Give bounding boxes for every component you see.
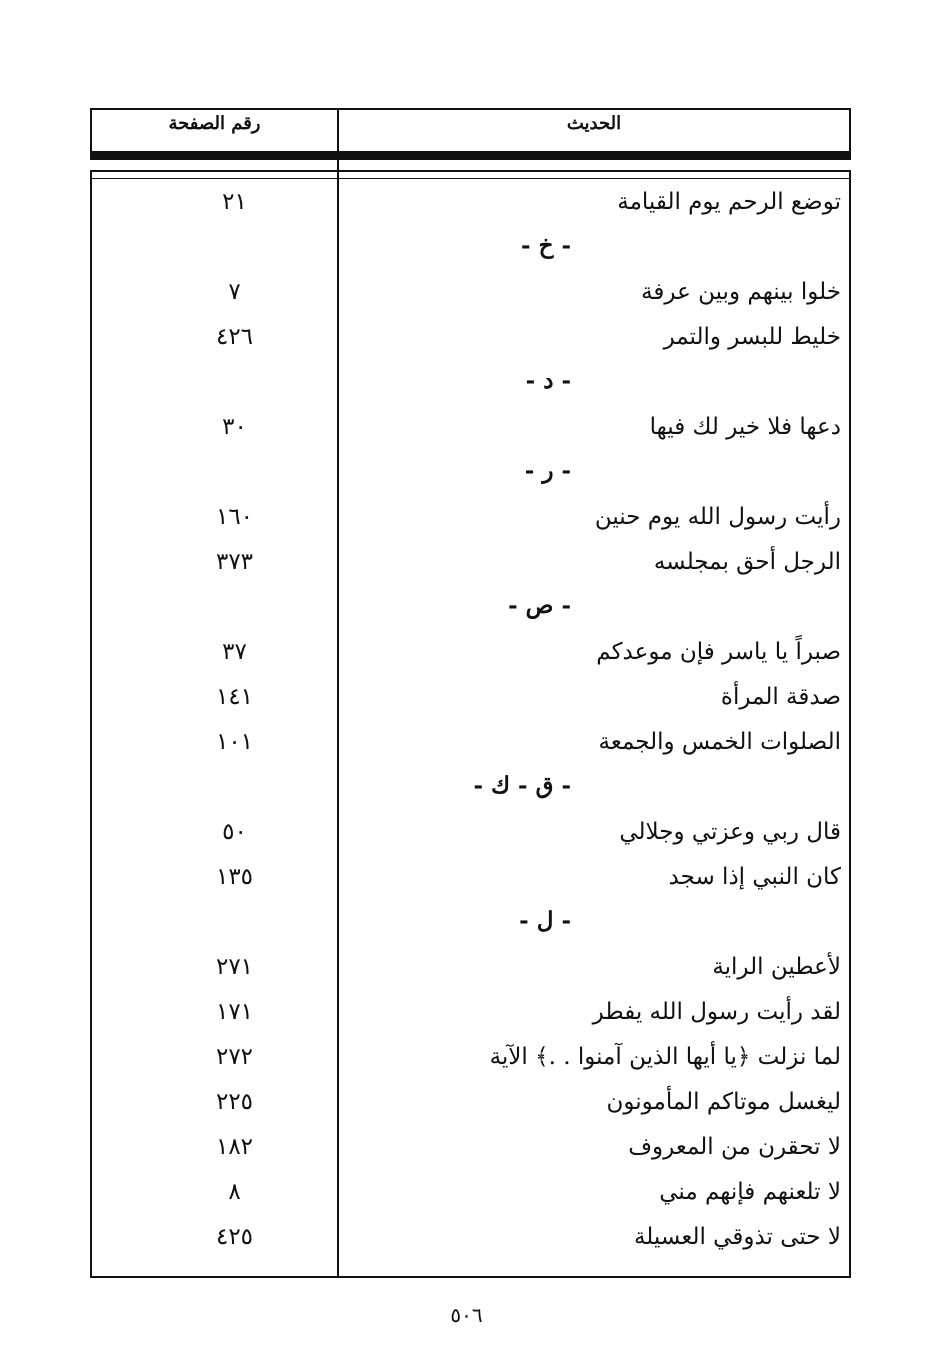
hadith-text: لأعطين الراية bbox=[712, 954, 841, 980]
page-ref: ٤٢٥ bbox=[215, 1224, 254, 1250]
section-header-row bbox=[92, 905, 849, 950]
section-header-row bbox=[92, 365, 849, 410]
hadith-text: لا حتى تذوقي العسيلة bbox=[633, 1224, 841, 1250]
page-ref: ٤٢٦ bbox=[215, 324, 254, 350]
page-ref: ١٤١ bbox=[215, 684, 254, 710]
hadith-text: صدقة المرأة bbox=[720, 684, 841, 710]
page-ref: ١٨٢ bbox=[215, 1134, 254, 1160]
hadith-text: توضع الرحم يوم القيامة bbox=[617, 189, 841, 215]
table-row bbox=[92, 1175, 849, 1220]
page-ref: ٢٧١ bbox=[215, 954, 254, 980]
table-row bbox=[92, 995, 849, 1040]
page-ref: ١٧١ bbox=[215, 999, 254, 1025]
table-row bbox=[92, 635, 849, 680]
page-ref: ٧ bbox=[228, 279, 241, 305]
table-row bbox=[92, 1220, 849, 1265]
table-row bbox=[92, 815, 849, 860]
index-rows bbox=[92, 185, 849, 1265]
table-row bbox=[92, 725, 849, 770]
hadith-text: خلوا بينهم وبين عرفة bbox=[641, 279, 841, 305]
table-body-top-rule bbox=[90, 178, 851, 179]
page-ref: ١٦٠ bbox=[215, 504, 254, 530]
header-page-column: رقم الصفحة bbox=[168, 113, 261, 134]
hadith-text: قال ربي وعزتي وجلالي bbox=[619, 819, 841, 845]
page-ref: ٢٧٢ bbox=[215, 1044, 254, 1070]
page-ref: ٣٧ bbox=[222, 639, 247, 665]
table-row bbox=[92, 1040, 849, 1085]
hadith-text: ليغسل موتاكم المأمونون bbox=[606, 1089, 841, 1115]
page-ref: ١٣٥ bbox=[215, 864, 254, 890]
page-number: ٥٠٦ bbox=[450, 1303, 483, 1327]
hadith-text: لقد رأيت رسول الله يفطر bbox=[592, 999, 841, 1025]
page-ref: ٥٠ bbox=[222, 819, 247, 845]
hadith-text: كان النبي إذا سجد bbox=[668, 864, 841, 890]
hadith-text: الرجل أحق بمجلسه bbox=[653, 549, 841, 575]
table-row bbox=[92, 275, 849, 320]
page-ref: ٢١ bbox=[222, 189, 247, 215]
header-column-divider bbox=[337, 108, 339, 178]
section-letter: - ص - bbox=[508, 592, 571, 619]
page-ref: ٣٠ bbox=[222, 414, 247, 440]
header-hadith-column: الحديث bbox=[566, 113, 622, 134]
header-rule bbox=[90, 151, 851, 160]
section-header-row bbox=[92, 455, 849, 500]
hadith-text: دعها فلا خير لك فيها bbox=[649, 414, 841, 440]
table-row bbox=[92, 950, 849, 995]
table-row bbox=[92, 320, 849, 365]
page-ref: ٣٧٣ bbox=[215, 549, 254, 575]
page-ref: ١٠١ bbox=[215, 729, 254, 755]
table-row bbox=[92, 1130, 849, 1175]
section-letter: - ر - bbox=[524, 457, 571, 484]
table-row bbox=[92, 860, 849, 905]
section-letter: - ق - ك - bbox=[473, 772, 571, 799]
table-row bbox=[92, 500, 849, 545]
table-row bbox=[92, 680, 849, 725]
hadith-text: لا تلعنهم فإنهم مني bbox=[659, 1179, 841, 1205]
hadith-text: الصلوات الخمس والجمعة bbox=[598, 729, 841, 755]
section-letter: - خ - bbox=[521, 232, 571, 259]
hadith-text: خليط للبسر والتمر bbox=[663, 324, 841, 350]
section-header-row bbox=[92, 230, 849, 275]
table-row bbox=[92, 185, 849, 230]
section-header-row bbox=[92, 590, 849, 635]
hadith-text: صبراً يا ياسر فإن موعدكم bbox=[596, 639, 841, 665]
section-header-row bbox=[92, 770, 849, 815]
hadith-text: لما نزلت ﴿يا أيها الذين آمنوا . .﴾ الآية bbox=[489, 1044, 841, 1070]
page-ref: ٢٢٥ bbox=[215, 1089, 254, 1115]
table-row bbox=[92, 410, 849, 455]
hadith-text: رأيت رسول الله يوم حنين bbox=[594, 504, 841, 530]
table-row bbox=[92, 545, 849, 590]
section-letter: - د - bbox=[525, 367, 571, 394]
table-row bbox=[92, 1085, 849, 1130]
page-ref: ٨ bbox=[228, 1179, 241, 1205]
section-letter: - ل - bbox=[519, 907, 571, 934]
hadith-text: لا تحقرن من المعروف bbox=[628, 1134, 841, 1160]
